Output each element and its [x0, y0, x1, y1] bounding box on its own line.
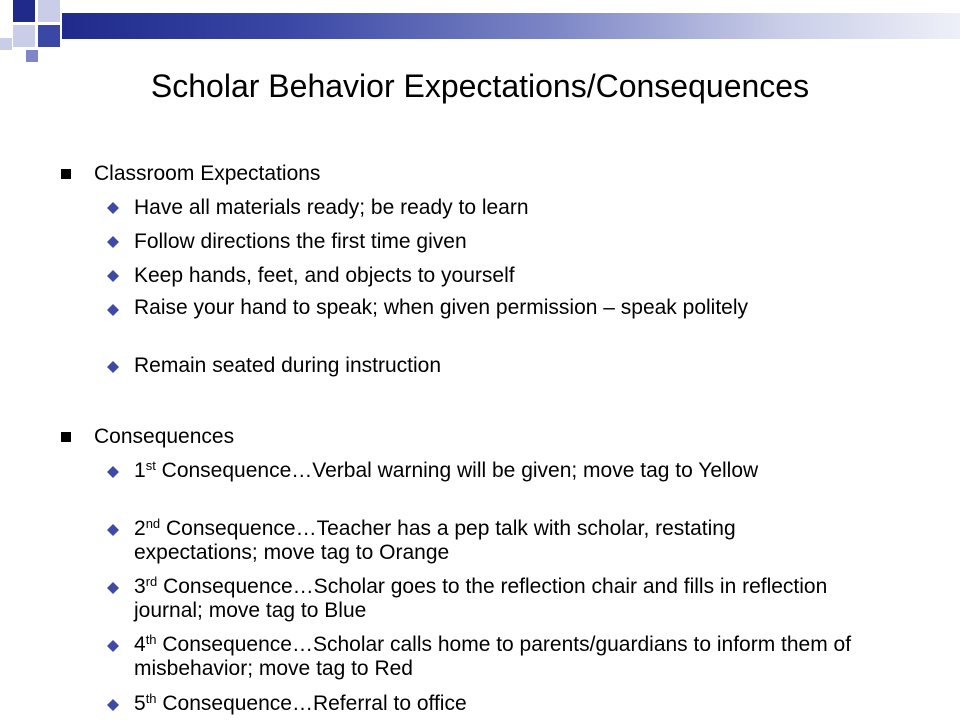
consequence-text: Consequence…Scholar calls home to parents/guardians to inform them of misbehavior; move tag to Red — [134, 633, 852, 680]
diamond-bullet-icon — [107, 304, 119, 316]
ordinal-suffix: th — [145, 632, 157, 647]
diamond-bullet-icon — [107, 466, 119, 478]
consequence-text: Consequence…Verbal warning will be given; move tag to Yellow — [155, 459, 759, 482]
ordinal-suffix: th — [145, 691, 157, 706]
diamond-bullet-icon — [107, 202, 119, 214]
section-heading-consequences: Consequences — [94, 425, 235, 448]
square-bullet-icon — [61, 432, 71, 442]
consequence-text: Consequence…Referral to office — [156, 692, 467, 715]
consequence-number: 4 — [134, 633, 146, 656]
diamond-bullet-icon — [107, 524, 119, 536]
list-item — [134, 633, 864, 681]
diamond-bullet-icon — [107, 361, 119, 373]
diamond-bullet-icon — [107, 236, 119, 248]
list-item — [134, 692, 864, 716]
consequence-number: 3 — [134, 575, 146, 598]
list-item: Have all materials ready; be ready to learn — [134, 196, 529, 219]
consequence-number: 1 — [134, 459, 146, 482]
diamond-bullet-icon — [107, 699, 119, 711]
list-item — [134, 575, 864, 623]
diamond-bullet-icon — [107, 582, 119, 594]
section-heading-expectations: Classroom Expectations — [94, 162, 321, 185]
slide-title: Scholar Behavior Expectations/Consequences — [150, 68, 810, 104]
diamond-bullet-icon — [107, 270, 119, 282]
consequence-text: Consequence…Scholar goes to the reflection chair and fills in reflection journal; move tag to Blue — [134, 575, 828, 622]
diamond-bullet-icon — [107, 640, 119, 652]
consequence-text: Consequence…Teacher has a pep talk with scholar, restating expectations; move tag to Orange — [134, 517, 736, 564]
list-item: Raise your hand to speak; when given permission – speak politely — [134, 296, 749, 319]
list-item — [134, 517, 864, 565]
consequence-number: 2 — [134, 517, 146, 540]
consequence-number: 5 — [134, 692, 146, 715]
list-item: Keep hands, feet, and objects to yourself — [134, 264, 515, 287]
list-item: Remain seated during instruction — [134, 354, 442, 377]
ordinal-suffix: rd — [145, 574, 158, 589]
square-bullet-icon — [61, 169, 71, 179]
list-item — [134, 459, 864, 483]
ordinal-suffix: nd — [145, 516, 161, 531]
list-item: Follow directions the first time given — [134, 230, 467, 253]
ordinal-suffix: st — [145, 458, 156, 473]
